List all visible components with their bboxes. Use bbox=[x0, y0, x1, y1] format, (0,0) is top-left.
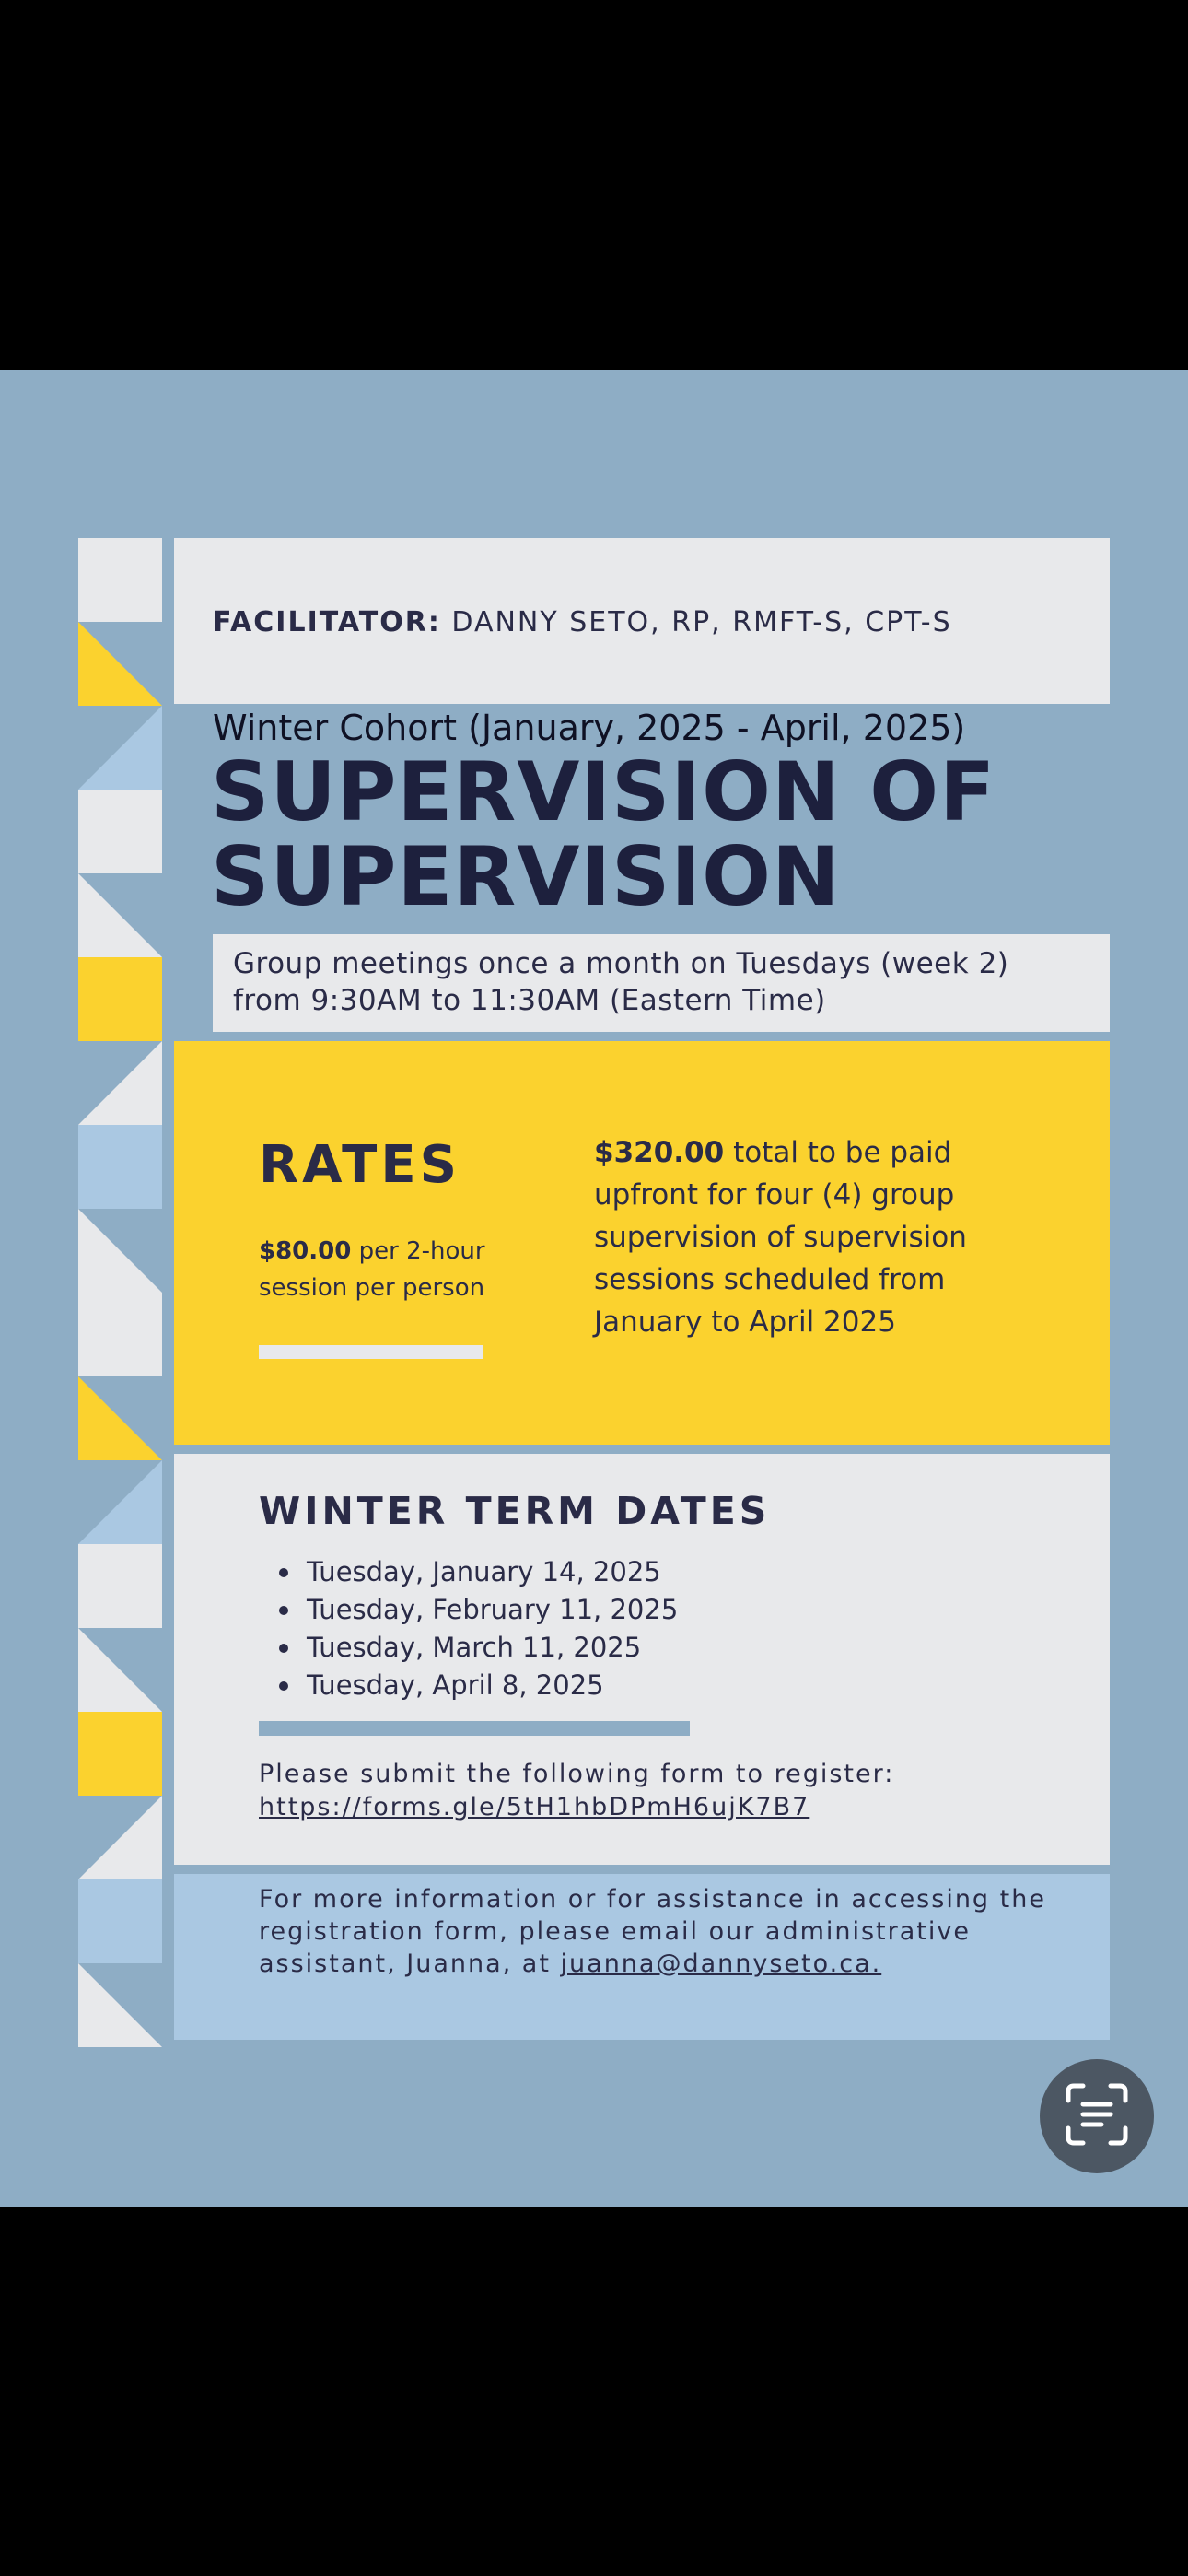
tile-grey bbox=[78, 1544, 162, 1628]
tile-grey-triangle bbox=[78, 1628, 162, 1712]
total-desc: total to be paid upfront for four (4) group supervision of supervision sessions scheduled from January to April 2025 bbox=[594, 1136, 967, 1339]
dates-heading: WINTER TERM DATES bbox=[259, 1489, 771, 1533]
per-session-desc: per 2-hour session per person bbox=[259, 1237, 485, 1302]
facilitator-label: FACILITATOR: bbox=[213, 606, 441, 638]
poster bbox=[0, 370, 1188, 2207]
per-session-price: $80.00 bbox=[259, 1237, 352, 1265]
email-link[interactable]: juanna@dannyseto.ca. bbox=[560, 1950, 882, 1978]
meetings-line-1: Group meetings once a month on Tuesdays (week 2) bbox=[233, 947, 1009, 980]
cohort-subtitle: Winter Cohort (January, 2025 - April, 2025) bbox=[213, 708, 966, 748]
tile-yellow-triangle bbox=[78, 622, 162, 706]
tile-blue bbox=[78, 1125, 162, 1209]
tile-grey bbox=[78, 790, 162, 873]
facilitator-name: DANNY SETO, RP, RMFT-S, CPT-S bbox=[451, 606, 952, 638]
info-text bbox=[259, 1883, 1069, 1980]
text-scan-button[interactable] bbox=[1040, 2059, 1154, 2173]
dates-panel bbox=[174, 1454, 1110, 1865]
page-title bbox=[211, 744, 996, 924]
tile-blue bbox=[78, 1879, 162, 1963]
tile-yellow bbox=[78, 1712, 162, 1796]
date-item: Tuesday, February 11, 2025 bbox=[259, 1591, 678, 1629]
tile-grey bbox=[78, 1293, 162, 1376]
dates-divider bbox=[259, 1721, 690, 1736]
tile-grey-triangle bbox=[78, 1963, 162, 2047]
tile-grey-triangle bbox=[78, 1209, 162, 1293]
rates-divider bbox=[259, 1345, 483, 1359]
tile-blue-triangle bbox=[78, 706, 162, 790]
meetings-banner bbox=[213, 934, 1110, 1032]
tile-yellow-triangle bbox=[78, 1376, 162, 1460]
facilitator-banner bbox=[174, 538, 1110, 704]
submit-instructions: Please submit the following form to register: bbox=[259, 1760, 895, 1788]
rates-heading: RATES bbox=[259, 1135, 460, 1195]
total-price: $320.00 bbox=[594, 1136, 725, 1169]
title-line-2: SUPERVISION bbox=[211, 829, 841, 924]
date-item: Tuesday, March 11, 2025 bbox=[259, 1629, 678, 1667]
meetings-line-2: from 9:30AM to 11:30AM (Eastern Time) bbox=[233, 984, 826, 1017]
tile-grey-triangle bbox=[78, 1796, 162, 1879]
facilitator-line bbox=[213, 606, 952, 638]
info-panel bbox=[174, 1874, 1110, 2040]
dates-list bbox=[259, 1553, 678, 1704]
date-item: Tuesday, April 8, 2025 bbox=[259, 1667, 678, 1704]
tile-yellow bbox=[78, 957, 162, 1041]
rates-panel bbox=[174, 1041, 1110, 1445]
info-message: For more information or for assistance in accessing the registration form, please email our administrative assistant, Juanna, at bbox=[259, 1885, 1046, 1978]
total-rate bbox=[594, 1131, 1018, 1343]
tile-grey bbox=[78, 538, 162, 622]
meetings-text bbox=[233, 945, 1008, 1019]
title-line-1: SUPERVISION OF bbox=[211, 744, 996, 839]
date-item: Tuesday, January 14, 2025 bbox=[259, 1553, 678, 1591]
tile-grey-triangle bbox=[78, 1041, 162, 1125]
text-scan-icon bbox=[1063, 2080, 1131, 2152]
per-session-rate bbox=[259, 1233, 517, 1306]
registration-form-link[interactable]: https://forms.gle/5tH1hbDPmH6ujK7B7 bbox=[259, 1793, 810, 1821]
tile-blue-triangle bbox=[78, 1460, 162, 1544]
tile-grey-triangle bbox=[78, 873, 162, 957]
